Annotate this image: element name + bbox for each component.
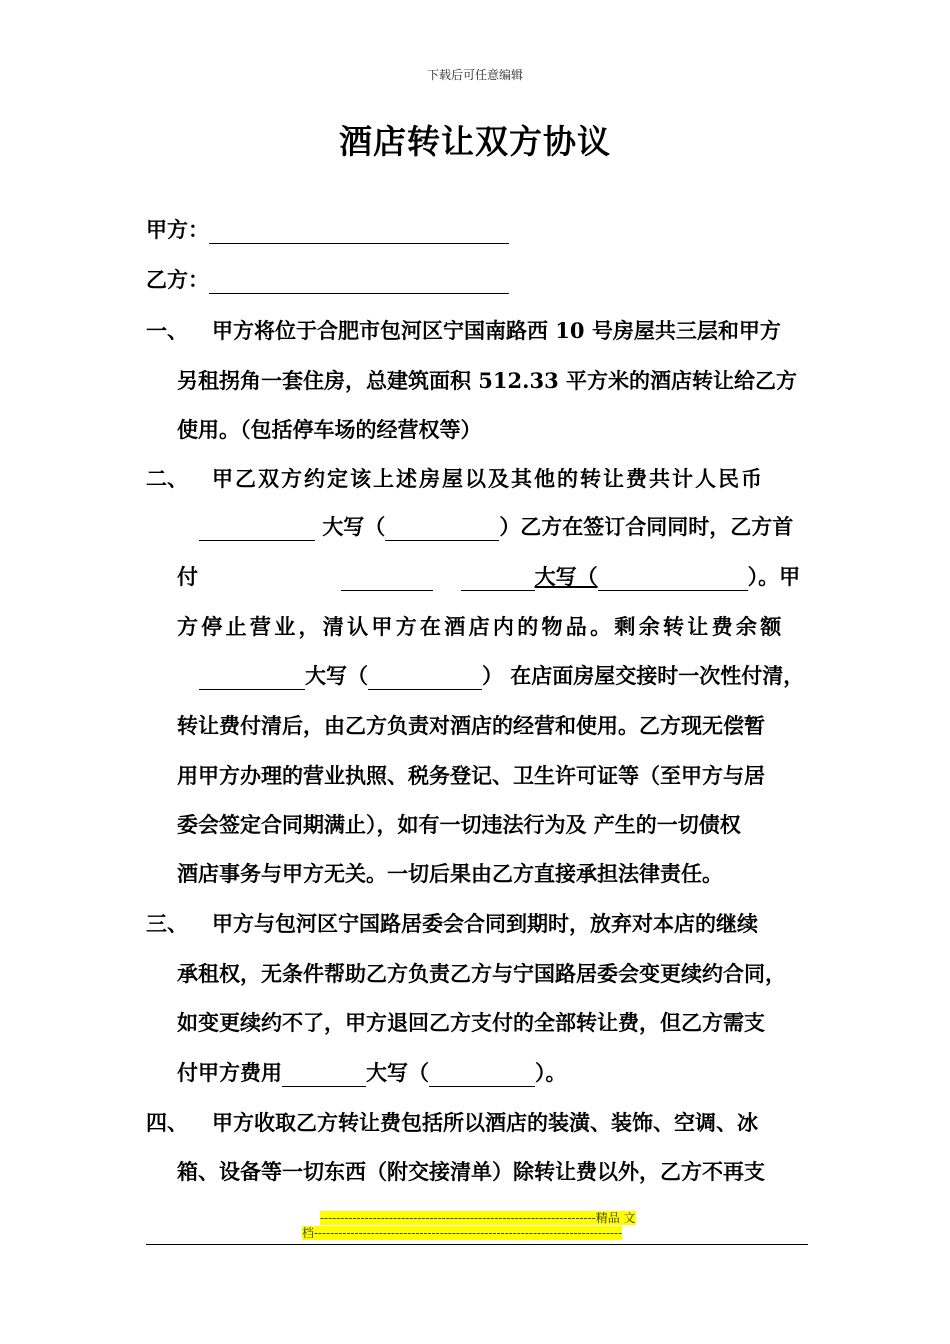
clause-1-line: 甲方将位于合肥市包河区宁国南路西 10 号房屋共三层和甲方 [212,318,781,343]
text-segment: ） 在店面房屋交接时一次性付清， [482,663,805,688]
text-segment: 大写（ [366,1060,429,1085]
clause-2-line: 转让费付清后，由乙方负责对酒店的经营和使用。乙方现无偿暂 [177,713,765,738]
clause-3-number: 三、 [146,911,188,936]
page-footer [302,1211,650,1241]
clause-4-line: 箱、设备等一切东西（附交接清单）除转让费以外，乙方不再支 [177,1159,765,1184]
clause-3-line: 甲方与包河区宁国路居委会合同到期时，放弃对本店的继续 [212,911,758,936]
clause-2-line: 用甲方办理的营业执照、税务登记、卫生许可证等（至甲方与居 [177,763,765,788]
clause-1-line: 另租拐角一套住房，总建筑面积 512.33 平方米的酒店转让给乙方 [177,368,797,393]
clause-2-line [199,511,793,541]
text-segment: 大写（ [534,564,598,589]
party-b-label: 乙方： [146,267,209,292]
clause-2-number: 二、 [146,466,188,491]
text-segment: 付 [177,564,198,589]
clause-3-line [177,1057,567,1087]
party-a [146,214,509,244]
clause-3-line: 如变更续约不了，甲方退回乙方支付的全部转让费，但乙方需支 [177,1010,765,1035]
amount-blank [282,1064,366,1087]
party-b [146,264,509,294]
text-segment: ）乙方在签订合同同时，乙方首 [499,514,794,539]
document-title: 酒店转让双方协议 [339,122,611,161]
clause-2-line: 甲乙双方约定该上述房屋以及其他的转让费共计人民币 [212,466,764,491]
clause-2-line [177,561,800,591]
footer-rule [146,1244,808,1245]
text-segment: ）。 [535,1060,567,1085]
amount-blank [429,1064,535,1087]
page-header: 下载后可任意编辑 [426,68,523,82]
amount-blank [461,568,535,591]
text-segment: 大写（ [322,514,386,539]
clause-2-line [199,660,804,690]
clause-3-line: 承租权，无条件帮助乙方负责乙方与宁国路居委会变更续约合同， [177,961,786,986]
amount-blank [598,568,748,591]
amount-blank [199,518,315,541]
clause-4-number: 四、 [146,1110,188,1135]
party-b-blank [209,271,509,294]
clause-4-line: 甲方收取乙方转让费包括所以酒店的装潢、装饰、空调、冰 [212,1110,758,1135]
text-segment: ）。甲 [747,564,801,589]
footer-line: 档---------------------------------------------------------------------------- [302,1226,623,1240]
amount-blank [368,667,482,690]
clause-2-line: 酒店事务与甲方无关。一切后果由乙方直接承担法律责任。 [177,861,723,886]
clause-2-line: 方停止营业，清认甲方在酒店内的物品。剩余转让费余额 [177,614,785,639]
clause-1-number: 一、 [146,318,188,343]
party-a-label: 甲方： [146,217,209,242]
footer-line: --------------------------------------------------------------------精品 文 [320,1211,636,1225]
text-segment: 付甲方费用 [177,1060,282,1085]
clause-2-line: 委会签定合同期满止），如有一切违法行为及 产生的一切债权 [177,812,741,837]
amount-blank [199,667,305,690]
amount-blank [341,568,433,591]
party-a-blank [209,221,509,244]
text-segment: 大写（ [305,663,368,688]
amount-blank [385,518,499,541]
clause-1-line: 使用。（包括停车场的经营权等） [177,417,482,442]
